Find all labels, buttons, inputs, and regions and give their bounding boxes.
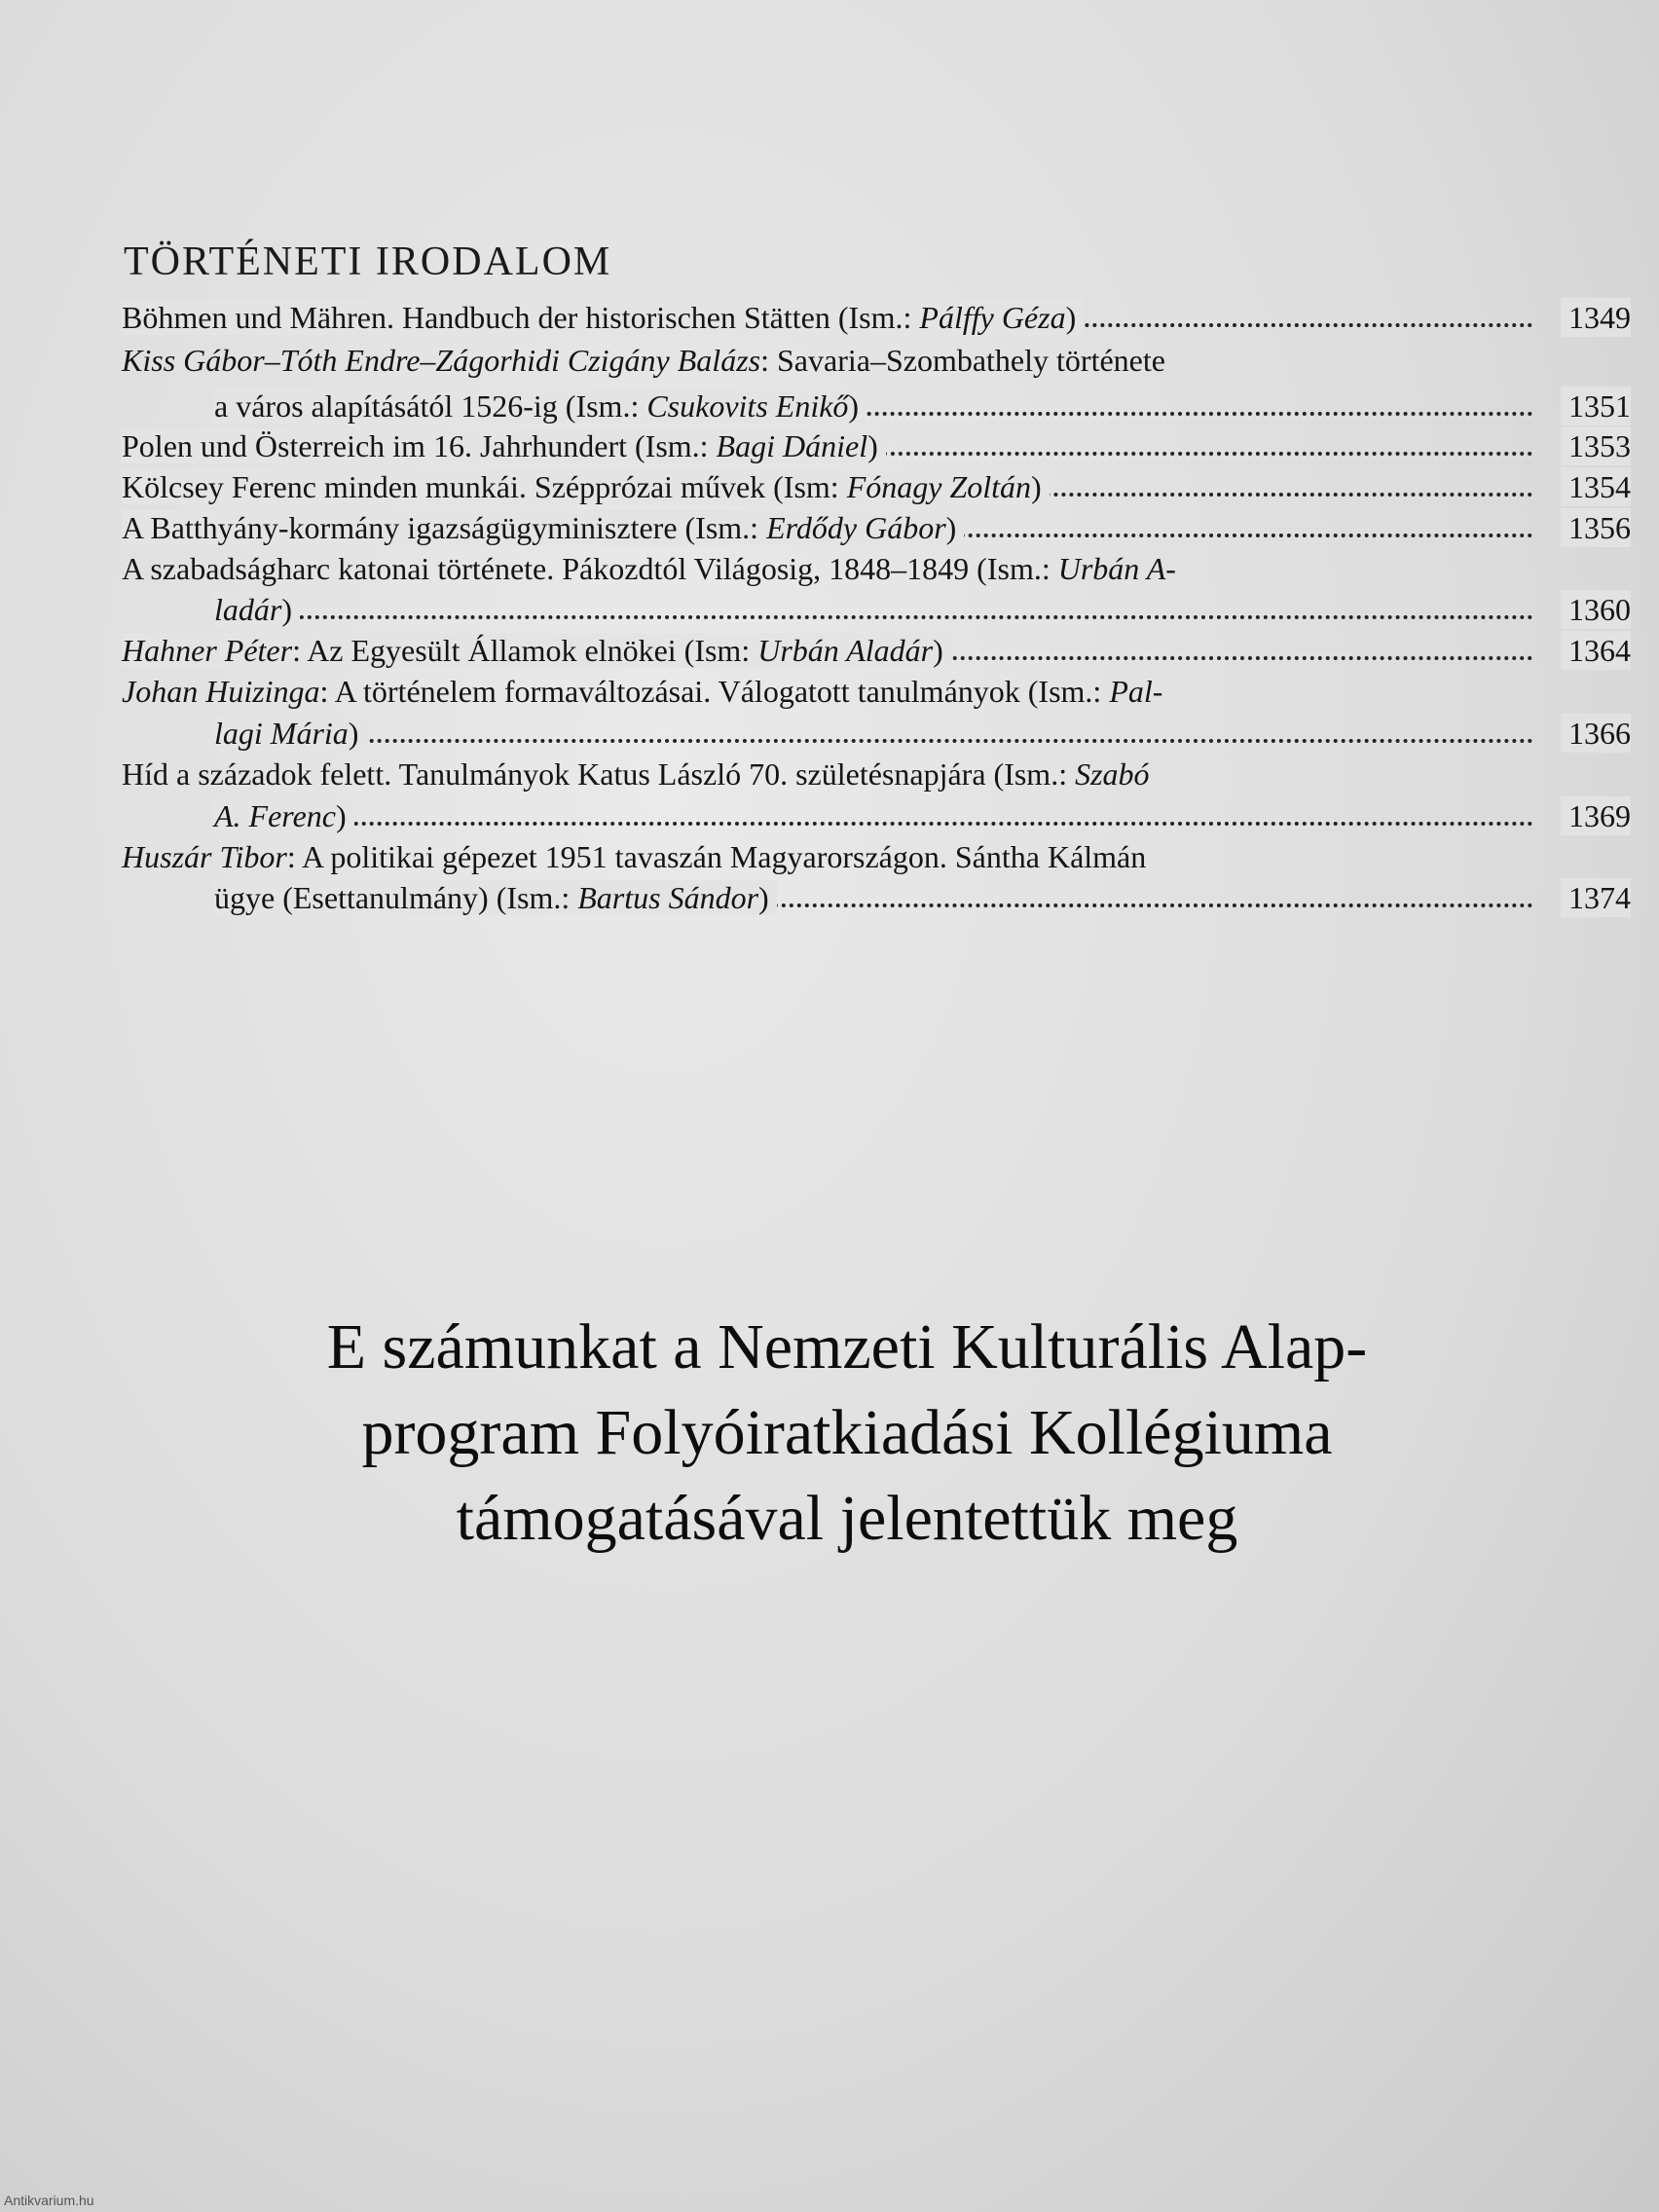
toc-entry: Böhmen und Mähren. Handbuch der historischen Stätten (Ism.: Pálffy Géza) 1349 (122, 300, 1631, 335)
entry-reviewer: Bartus Sándor (577, 880, 759, 915)
entry-reviewer: Pálffy Géza (919, 300, 1066, 335)
entry-page-number: 1360 (1561, 590, 1631, 629)
entry-page-number: 1366 (1561, 714, 1631, 753)
entry-title: Kölcsey Ferenc minden munkái. Szépprózai művek (Ism: (122, 469, 847, 504)
entry-title: : Savaria–Szombathely története (760, 343, 1165, 378)
toc-entry: Kölcsey Ferenc minden munkái. Szépprózai művek (Ism: Fónagy Zoltán) 1354 (122, 469, 1631, 504)
entry-page-number: 1364 (1561, 631, 1631, 670)
entry-reviewer: Pal- (1109, 674, 1163, 709)
toc-entry (122, 672, 1631, 711)
entry-author: Johan Huizinga (122, 674, 320, 709)
entry-reviewer-cont: ladár (214, 592, 282, 627)
toc-entry: A Batthyány-kormány igazságügyminisztere (Ism.: Erdődy Gábor) 1356 (122, 510, 1631, 545)
entry-reviewer: Fónagy Zoltán (846, 469, 1032, 504)
entry-title: : Az Egyesült Államok elnökei (Ism: (292, 633, 758, 668)
watermark: Antikvarium.hu (4, 2193, 94, 2208)
entry-page-number: 1369 (1561, 796, 1631, 835)
entry-reviewer: Szabó (1075, 756, 1150, 792)
toc-entry-continuation: ügye (Esettanulmány) (Ism.: Bartus Sándor) 1374 (214, 880, 1631, 915)
toc-entry-continuation: a város alapításától 1526-ig (Ism.: Csukovits Enikő) 1351 (214, 388, 1631, 424)
toc-entry: Hahner Péter: Az Egyesült Államok elnökei (Ism: Urbán Aladár) 1364 (122, 633, 1631, 668)
funding-notice (127, 1305, 1567, 1562)
toc-entry-continuation: A. Ferenc) 1369 (214, 798, 1631, 833)
entry-author: Hahner Péter (122, 633, 293, 668)
toc-entry (122, 755, 1631, 793)
entry-title: Híd a századok felett. Tanulmányok Katus László 70. születésnapjára (Ism.: (122, 756, 1076, 792)
entry-title: Böhmen und Mähren. Handbuch der historischen Stätten (Ism.: (122, 300, 920, 335)
entry-title: A szabadságharc katonai története. Pákozdtól Világosig, 1848–1849 (Ism.: (122, 551, 1058, 586)
entry-reviewer: Erdődy Gábor (766, 510, 946, 545)
entry-page-number: 1349 (1561, 298, 1631, 337)
entry-page-number: 1374 (1561, 878, 1631, 917)
entry-title: : A történelem formaváltozásai. Válogatott tanulmányok (Ism.: (319, 674, 1110, 709)
section-title: TÖRTÉNETI IRODALOM (124, 240, 612, 284)
entry-author: Kiss Gábor–Tóth Endre–Zágorhidi Czigány Balázs (122, 343, 761, 378)
entry-title-cont: a város alapításától 1526-ig (Ism.: (214, 388, 647, 424)
entry-title-cont: ügye (Esettanulmány) (Ism.: (214, 880, 578, 915)
entry-page-number: 1353 (1561, 426, 1631, 465)
notice-line: támogatásával jelentettük meg (456, 1483, 1238, 1554)
toc-entry (122, 341, 1631, 380)
entry-reviewer-cont: lagi Mária (214, 716, 349, 751)
toc-entry (122, 837, 1631, 876)
entry-reviewer: Urbán Aladár (757, 633, 934, 668)
entry-title: Polen und Österreich im 16. Jahrhundert (Ism.: (122, 428, 717, 463)
notice-line: E számunkat a Nemzeti Kulturális Alap- (326, 1311, 1368, 1382)
toc-entry (122, 549, 1631, 588)
entry-title: : A politikai gépezet 1951 tavaszán Magyarországon. Sántha Kálmán (286, 839, 1147, 874)
entry-page-number: 1354 (1561, 467, 1631, 506)
entry-reviewer: Csukovits Enikő (646, 388, 849, 424)
toc-entry-continuation: ladár) 1360 (214, 592, 1631, 627)
entry-title: A Batthyány-kormány igazságügyminisztere (Ism.: (122, 510, 767, 545)
entry-reviewer: Urbán A- (1057, 551, 1176, 586)
toc-entry-continuation: lagi Mária) 1366 (214, 716, 1631, 751)
toc-entry: Polen und Österreich im 16. Jahrhundert (Ism.: Bagi Dániel) 1353 (122, 428, 1631, 463)
entry-author: Huszár Tibor (122, 839, 287, 874)
entry-reviewer-cont: A. Ferenc (214, 798, 336, 833)
entry-reviewer: Bagi Dániel (716, 428, 868, 463)
entry-page-number: 1356 (1561, 508, 1631, 547)
entry-page-number: 1351 (1561, 387, 1631, 425)
notice-line: program Folyóiratkiadási Kollégiuma (361, 1397, 1333, 1468)
